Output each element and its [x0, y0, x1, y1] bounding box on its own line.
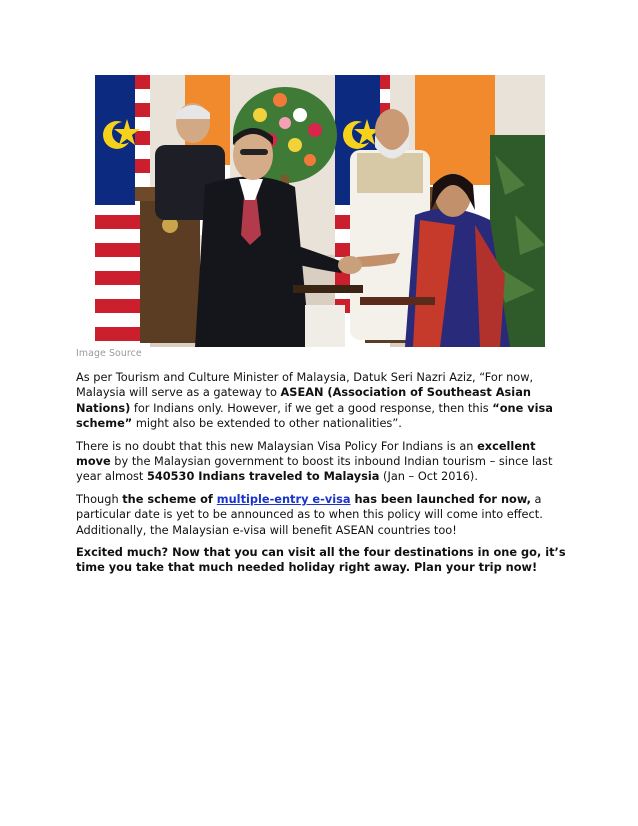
- photo-image: [95, 75, 545, 347]
- image-source-caption[interactable]: Image Source: [76, 348, 142, 359]
- multiple-entry-evisa-link[interactable]: multiple-entry e-visa: [216, 491, 351, 506]
- one-visa-scheme-bold: “one visa scheme”: [76, 400, 553, 431]
- news-photo: [95, 75, 545, 347]
- indians-traveled-bold: 540530 Indians traveled to Malaysia: [146, 469, 380, 484]
- paragraph-4: [76, 545, 566, 576]
- call-to-action-bold: Excited much? Now that you can visit all the four destinations in one go, it’s time you take that much needed holiday right away. Plan your trip now!: [76, 545, 566, 575]
- asean-bold: ASEAN (Association of Southeast Asian Nations): [76, 385, 531, 415]
- signing-table: [305, 305, 345, 347]
- paragraph-3: Though the scheme of multiple-entry e-visa has been launched for now, a particular date is yet to be announced as to when this policy will come into effect. Additionally, the Malaysian e-visa will benefit ASEAN countries too!: [76, 491, 543, 537]
- paragraph-1: As per Tourism and Culture Minister of Malaysia, Datuk Seri Nazri Aziz, “For now, Malaysia will serve as a gateway to ASEAN (Association of Southeast Asian Nations) for Indians only. However, if we get a good response, then this “one visa scheme” might also be extended to other nationalities”.: [76, 370, 553, 431]
- article-body: [76, 370, 566, 583]
- excellent-move-bold: excellent move: [76, 438, 536, 469]
- paragraph-2: There is no doubt that this new Malaysian Visa Policy For Indians is an excellent move by the Malaysian government to boost its inbound Indian tourism – since last year almost 540530 Indians traveled to Malaysia (Jan – Oct 2016).: [76, 438, 553, 484]
- folder-left: [293, 285, 363, 293]
- folder-right: [360, 297, 435, 305]
- handshake: [338, 256, 362, 274]
